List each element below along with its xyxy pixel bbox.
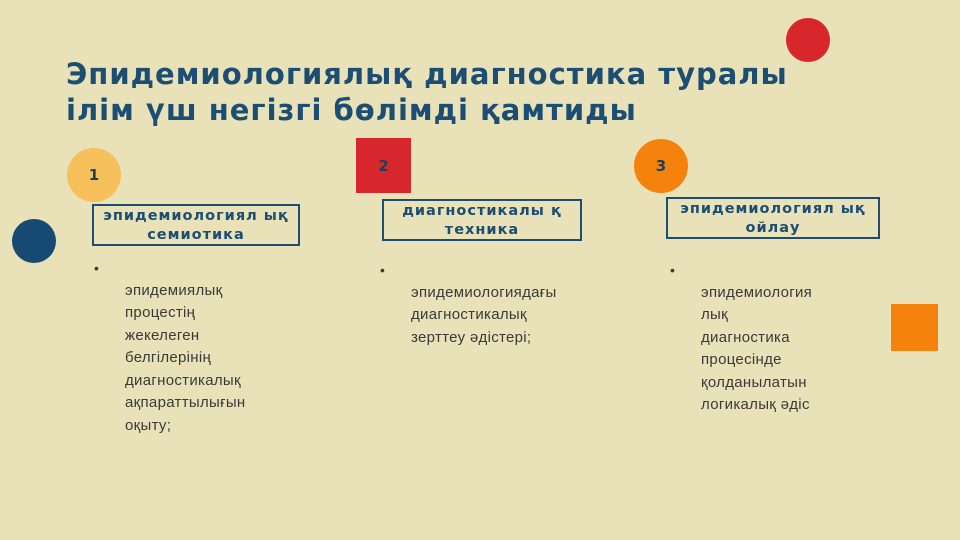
section-3-bullet-item <box>670 259 890 417</box>
section-3-number: 3 <box>655 157 667 175</box>
section-2-number-marker <box>356 138 411 193</box>
section-2-bullets <box>380 259 620 349</box>
section-3-heading: эпидемиологиял ық ойлау <box>680 201 866 236</box>
section-3-bullet-text: эпидемиология лық диагностика процесінде қолданылатын логикалық әдіс <box>701 283 813 413</box>
section-1-heading: эпидемиологиял ық семиотика <box>103 208 289 243</box>
section-1-bullet-text: эпидемиялық процестің жекелеген белгілерінің диагностикалық ақпараттылығын оқыту; <box>125 281 246 434</box>
section-1-bullet-item <box>94 257 294 437</box>
section-2-heading-box <box>382 199 582 241</box>
bullet-dot-icon: • <box>670 262 676 278</box>
section-3-number-marker <box>634 139 688 193</box>
bullet-dot-icon: • <box>94 260 100 276</box>
orange-square-decoration <box>891 304 938 351</box>
slide-title: Эпидемиологиялық диагностика туралы ілім үш негізгі бөлімді қамтиды <box>66 57 788 127</box>
section-1-number: 1 <box>88 166 100 184</box>
section-2-heading: диагностикалы қ техника <box>402 203 562 238</box>
section-3-heading-box <box>666 197 880 239</box>
navy-circle-decoration <box>12 219 56 263</box>
section-1-bullets <box>94 257 294 437</box>
section-3-bullets <box>670 259 890 417</box>
section-2-bullet-text: эпидемиологиядағы диагностикалық зерттеу әдістері; <box>411 283 557 346</box>
section-2-number: 2 <box>378 156 389 175</box>
bullet-dot-icon: • <box>380 262 386 278</box>
red-circle-decoration <box>786 18 830 62</box>
section-1-heading-box <box>92 204 300 246</box>
section-1-number-marker <box>67 148 121 202</box>
section-2-bullet-item <box>380 259 620 349</box>
